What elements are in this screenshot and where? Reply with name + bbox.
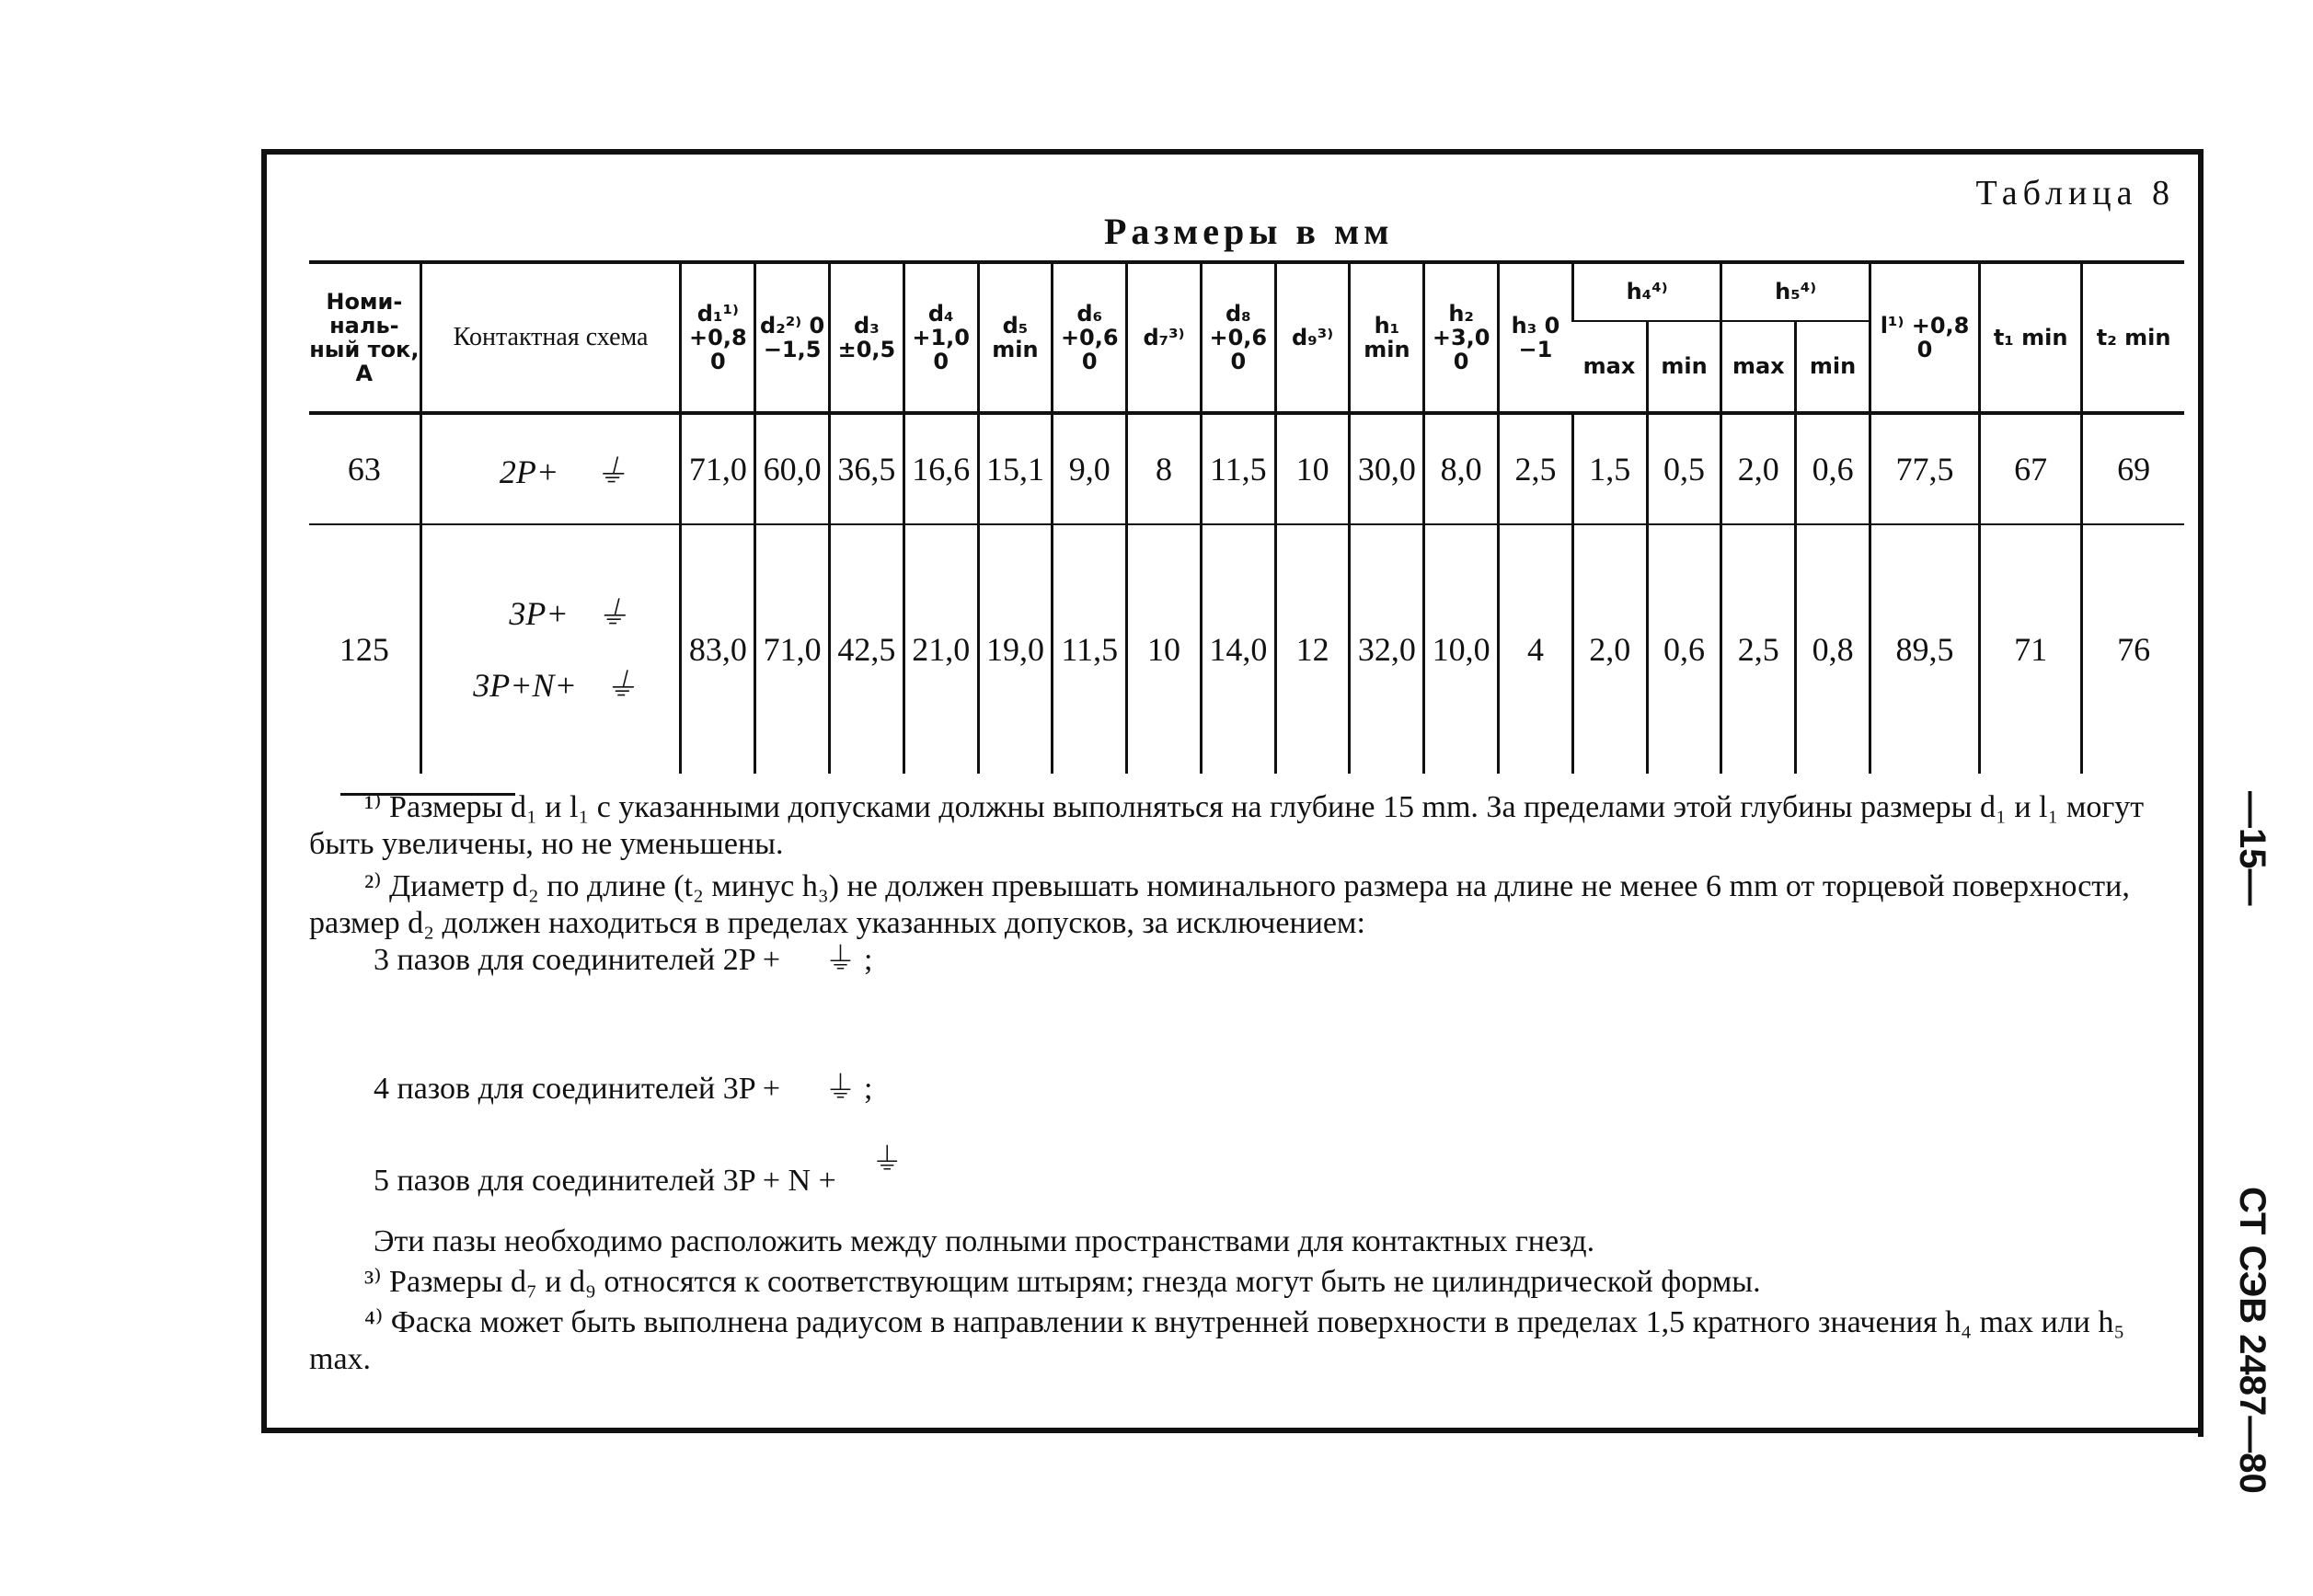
- scheme-label: 3P+N+: [473, 667, 577, 704]
- cell-scheme: [420, 524, 681, 774]
- header-d6: d₆ +0,6 0: [1053, 262, 1127, 413]
- scheme-label: 3P+: [509, 595, 569, 632]
- cell-l1: 89,5: [1870, 524, 1979, 774]
- cell-d3: 36,5: [830, 413, 904, 524]
- header-h4-max: max: [1572, 321, 1647, 413]
- footnote-1: ¹⁾ Размеры d₁ и l₁ с указанными допусками должны выполняться на глубине 15 mm. За пределами этой глубины размеры d₁ и l₁ могут быть увеличены, но не уменьшены.: [309, 790, 2145, 861]
- header-d8: d₈ +0,6 0: [1201, 262, 1275, 413]
- header-h4: h₄⁴⁾: [1572, 262, 1721, 321]
- cell-d2: 60,0: [755, 413, 830, 524]
- footnote-2-closing: Эти пазы необходимо расположить между полными пространствами для контактных гнезд.: [374, 1224, 1595, 1258]
- footnote-4: ⁴⁾ Фаска может быть выполнена радиусом в направлении к внутренней поверхности в пределах 1,5 кратного значения h₄ max или h₅ max.: [309, 1305, 2125, 1376]
- header-nominal-current: Номи- наль- ный ток, А: [309, 262, 420, 413]
- ground-icon: ⏚: [595, 595, 629, 632]
- cell-t2: 69: [2082, 413, 2184, 524]
- footnote-3: ³⁾ Размеры d₇ и d₉ относятся к соответствующим штырям; гнезда могут быть не цилиндрической формы.: [364, 1265, 1761, 1299]
- page-number-vertical: [2227, 791, 2282, 906]
- cell-h4-min: 0,5: [1647, 413, 1721, 524]
- cell-d7: 8: [1127, 413, 1202, 524]
- header-l1: l¹⁾ +0,8 0: [1870, 262, 1979, 413]
- cell-d3: 42,5: [830, 524, 904, 774]
- cell-d6: 9,0: [1053, 413, 1127, 524]
- ground-icon: ⏚: [604, 667, 638, 704]
- cell-d4: 16,6: [903, 413, 978, 524]
- cell-h1: 30,0: [1350, 413, 1424, 524]
- header-d4: d₄ +1,0 0: [903, 262, 978, 413]
- cell-d2: 71,0: [755, 524, 830, 774]
- page-number: —15—: [2232, 791, 2273, 906]
- ground-icon: ⏚: [871, 1143, 903, 1177]
- cell-d4: 21,0: [903, 524, 978, 774]
- cell-t1: 67: [1980, 413, 2082, 524]
- cell-h2: 10,0: [1424, 524, 1499, 774]
- cell-t2: 76: [2082, 524, 2184, 774]
- cell-d1: 71,0: [681, 413, 755, 524]
- cell-t1: 71: [1980, 524, 2082, 774]
- ground-icon: ⏚: [594, 453, 628, 490]
- header-h5: h₅⁴⁾: [1721, 262, 1870, 321]
- cell-d9: 12: [1275, 524, 1350, 774]
- cell-l1: 77,5: [1870, 413, 1979, 524]
- table-label: Таблица 8: [1975, 174, 2175, 212]
- cell-h4-max: 1,5: [1572, 413, 1647, 524]
- cell-h5-min: 0,6: [1796, 413, 1870, 524]
- footnote-2-item-2: 4 пазов для соединителей 3P + ⏚ ;: [374, 1072, 873, 1106]
- cell-h5-max: 2,5: [1721, 524, 1796, 774]
- ground-icon: ⏚: [824, 1072, 857, 1106]
- footnotes: [309, 789, 2186, 1378]
- document-code: СТ СЭВ 2487—80: [2232, 1187, 2273, 1494]
- cell-d8: 14,0: [1201, 524, 1275, 774]
- header-h2: h₂ +3,0 0: [1424, 262, 1499, 413]
- frame-top-border: [267, 149, 2204, 155]
- table-row: [309, 413, 2184, 524]
- ground-icon: ⏚: [824, 943, 857, 977]
- header-h5-max: max: [1721, 321, 1796, 413]
- header-h4-min: min: [1647, 321, 1721, 413]
- header-d9: d₉³⁾: [1275, 262, 1350, 413]
- frame-left-border: [261, 149, 267, 1428]
- cell-d8: 11,5: [1201, 413, 1275, 524]
- cell-h4-max: 2,0: [1572, 524, 1647, 774]
- cell-current: 125: [339, 631, 389, 668]
- cell-d5: 19,0: [978, 524, 1053, 774]
- table-subtitle: Размеры в мм: [1104, 211, 1394, 252]
- header-h3: h₃ 0 −1: [1499, 262, 1573, 413]
- cell-h3: 2,5: [1499, 413, 1573, 524]
- cell-h5-max: 2,0: [1721, 413, 1796, 524]
- cell-current: 63: [309, 413, 420, 524]
- header-d7: d₇³⁾: [1127, 262, 1202, 413]
- scheme-label: 2P+: [499, 453, 559, 490]
- header-d2: d₂²⁾ 0 −1,5: [755, 262, 830, 413]
- footnote-2-item-1: 3 пазов для соединителей 2P + ⏚ ;: [374, 943, 873, 977]
- cell-d6: 11,5: [1053, 524, 1127, 774]
- cell-scheme: [420, 413, 681, 524]
- header-h5-min: min: [1796, 321, 1870, 413]
- cell-d1: 83,0: [681, 524, 755, 774]
- header-contact-scheme: Контактная схема: [420, 262, 681, 413]
- footnote-2-item-1-text: 3 пазов для соединителей 2P +: [374, 943, 781, 977]
- header-t1: t₁ min: [1980, 262, 2082, 413]
- footnote-2-item-3-text: 5 пазов для соединителей 3P + N +: [374, 1164, 836, 1198]
- header-d5: d₅ min: [978, 262, 1053, 413]
- header-h1: h₁ min: [1350, 262, 1424, 413]
- cell-h5-min: 0,8: [1796, 524, 1870, 774]
- header-t2: t₂ min: [2082, 262, 2184, 413]
- cell-d9: 10: [1275, 413, 1350, 524]
- cell-d7: 10: [1127, 524, 1202, 774]
- cell-h3: 4: [1499, 524, 1573, 774]
- header-d3: d₃ ±0,5: [830, 262, 904, 413]
- frame-bottom-border: [261, 1428, 2204, 1433]
- cell-h4-min: 0,6: [1647, 524, 1721, 774]
- dimensions-table: [309, 260, 2184, 774]
- footnote-2-item-3: [309, 1143, 2186, 1200]
- footnote-2-item-2-text: 4 пазов для соединителей 3P +: [374, 1072, 781, 1106]
- frame-right-border: [2198, 149, 2204, 1437]
- cell-d5: 15,1: [978, 413, 1053, 524]
- document-code-vertical: [2227, 1187, 2282, 1494]
- cell-h1: 32,0: [1350, 524, 1424, 774]
- header-d1: d₁¹⁾ +0,8 0: [681, 262, 755, 413]
- table-row: [309, 524, 2184, 774]
- footnote-2: ²⁾ Диаметр d₂ по длине (t₂ минус h₃) не должен превышать номинального размера на длине не менее 6 mm от торцевой поверхности, размер d₂ должен находиться в пределах указанных допусков, за исключением:: [309, 869, 2130, 940]
- cell-h2: 8,0: [1424, 413, 1499, 524]
